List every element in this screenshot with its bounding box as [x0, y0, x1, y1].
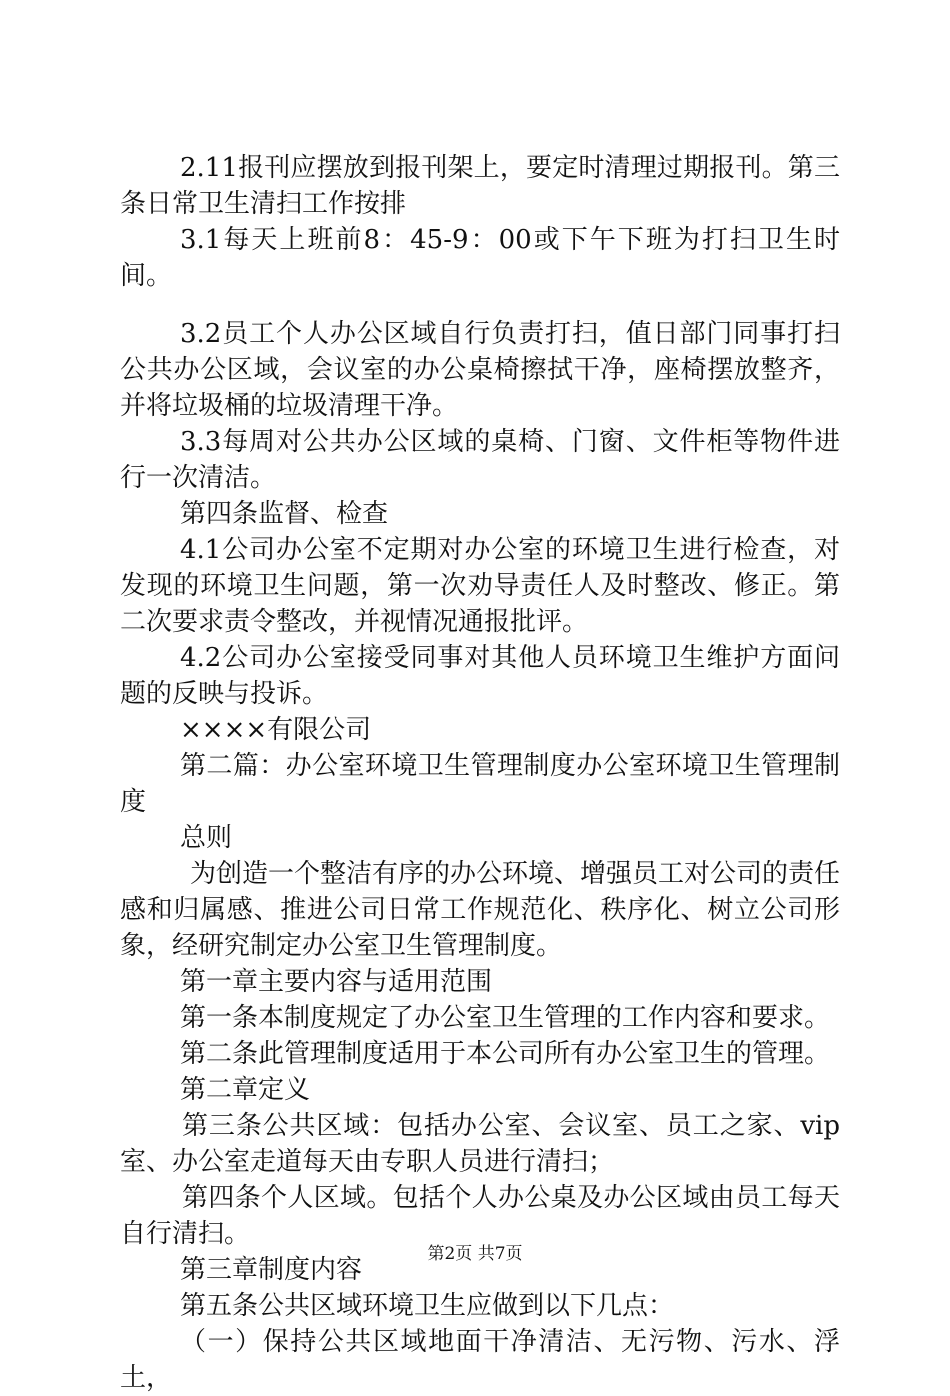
page-footer: 第2页 共7页: [427, 1244, 523, 1264]
paragraph-article-5: 第五条公共区域环境卫生应做到以下几点：: [180, 1291, 675, 1321]
paragraph-article-2: 第二条此管理制度适用于本公司所有办公室卫生的管理。: [180, 1039, 831, 1069]
paragraph-3-2: 3.2员工个人办公区域自行负责打扫，值日部门同事打扫公共办公区域，会议室的办公桌椅擦拭干净，座椅摆放整齐，并将垃圾桶的垃圾清理干净。: [120, 319, 840, 421]
paragraph-article-4: 第四条个人区域。包括个人办公桌及办公区域由员工每天自行清扫。: [120, 1183, 840, 1249]
paragraph-item-1: （一）保持公共区域地面干净清洁、无污物、污水、浮土，: [120, 1327, 840, 1393]
paragraph-gap: [120, 294, 840, 316]
document-body: [120, 150, 840, 1396]
paragraph-article-1: 第一条本制度规定了办公室卫生管理的工作内容和要求。: [180, 1003, 831, 1033]
heading-chapter-2: 第二章定义: [180, 1075, 311, 1105]
paragraph-2-11: 2.11报刊应摆放到报刊架上，要定时清理过期报刊。第三条日常卫生清扫工作按排: [120, 153, 840, 219]
paragraph-purpose: 为创造一个整洁有序的办公环境、增强员工对公司的责任感和归属感、推进公司日常工作规范化、秩序化、树立公司形象，经研究制定办公室卫生管理制度。: [120, 859, 841, 961]
heading-chapter-1: 第一章主要内容与适用范围: [180, 967, 493, 997]
heading-chapter-3: 第三章制度内容: [180, 1255, 363, 1285]
paragraph-3-1: 3.1每天上班前8：45-9：00或下午下班为打扫卫生时间。: [120, 225, 840, 291]
heading-article-4: 第四条监督、检查: [180, 499, 389, 529]
paragraph-article-3: 第三条公共区域：包括办公室、会议室、员工之家、vip室、办公室走道每天由专职人员进行清扫；: [120, 1111, 840, 1177]
paragraph-4-1: 4.1公司办公室不定期对办公室的环境卫生进行检查，对发现的环境卫生问题，第一次劝导责任人及时整改、修正。第二次要求责令整改，并视情况通报批评。: [120, 535, 840, 637]
paragraph-3-3: 3.3每周对公共办公区域的桌椅、门窗、文件柜等物件进行一次清洁。: [120, 427, 840, 493]
heading-part-2: 第二篇：办公室环境卫生管理制度办公室环境卫生管理制度: [120, 751, 840, 817]
company-signature: ××××有限公司: [180, 715, 372, 745]
heading-general-rules: 总则: [180, 823, 233, 853]
paragraph-4-2: 4.2公司办公室接受同事对其他人员环境卫生维护方面问题的反映与投诉。: [120, 643, 840, 709]
